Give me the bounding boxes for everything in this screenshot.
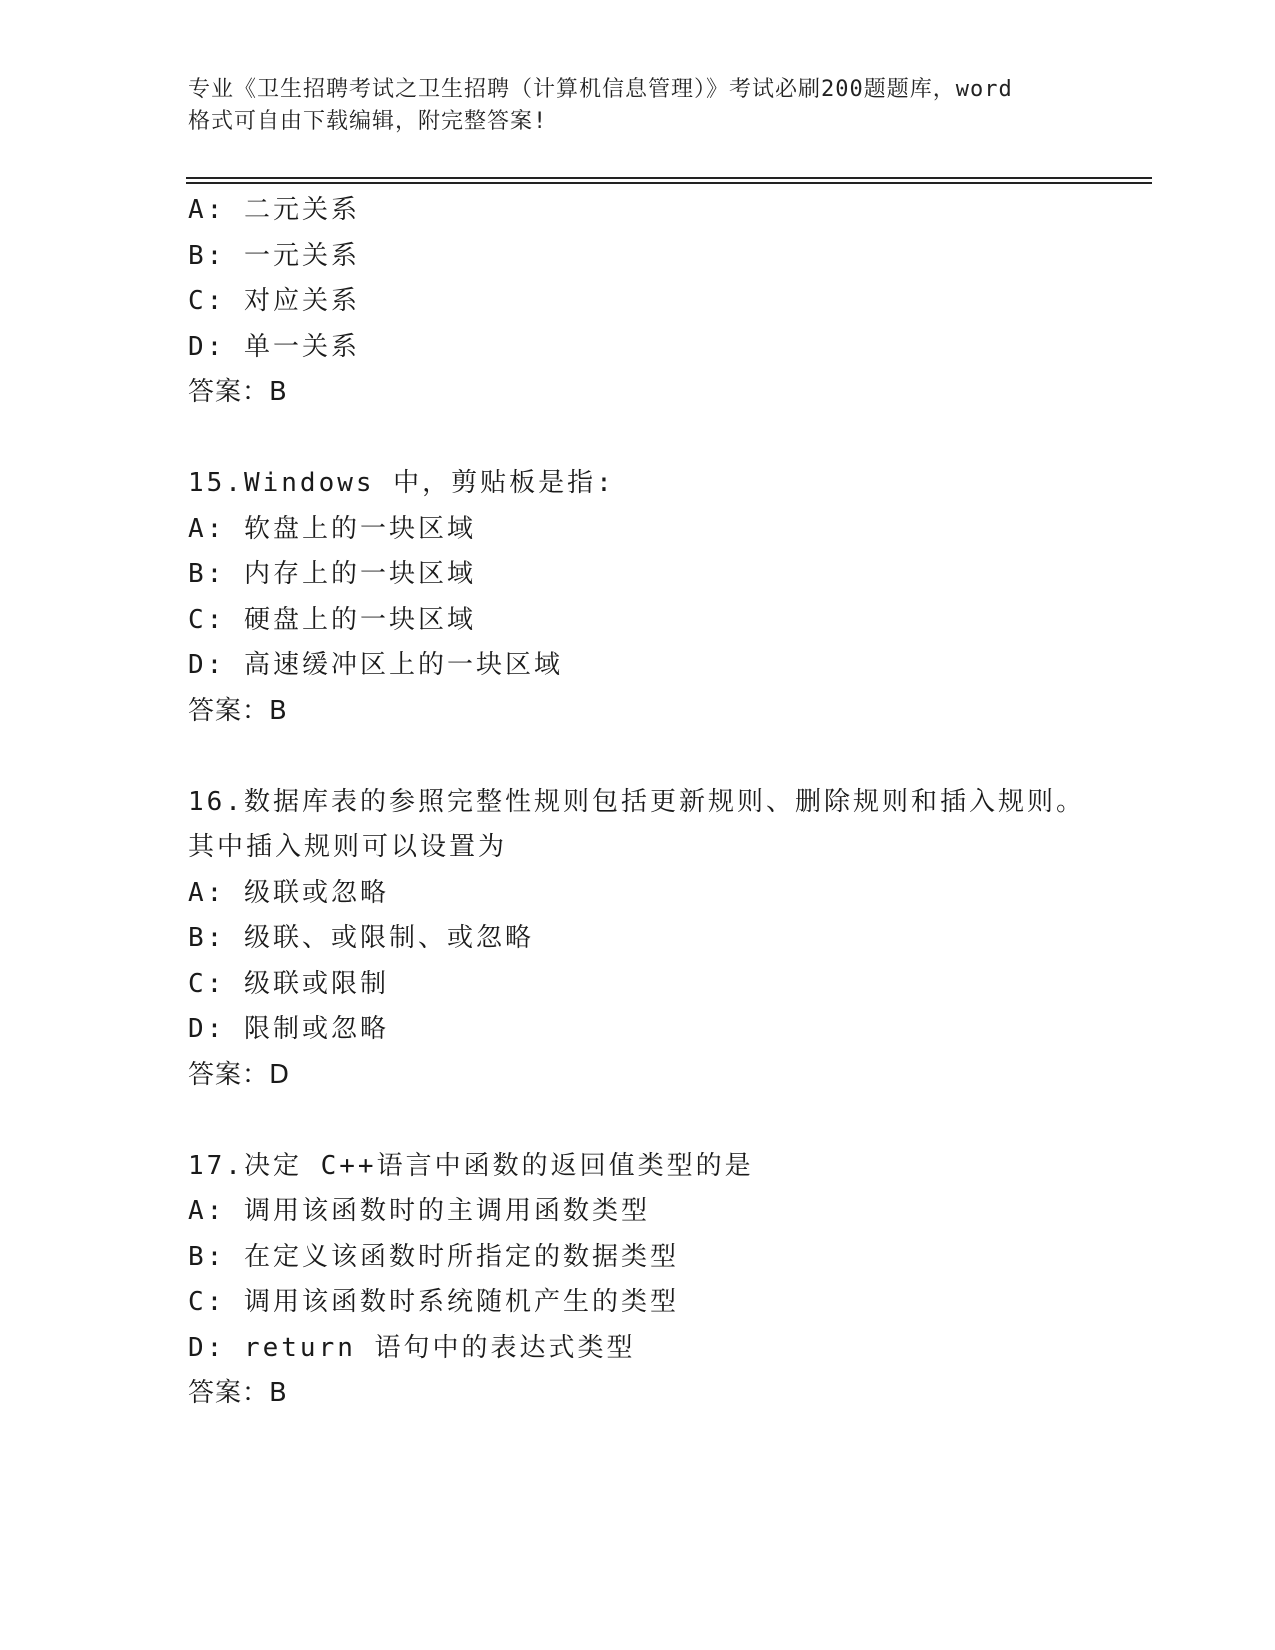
option-d: D: 单一关系 [188, 331, 360, 362]
option-b: B: 一元关系 [188, 240, 360, 271]
option-c: C: 级联或限制 [188, 968, 389, 999]
option-d: D: 限制或忽略 [188, 1014, 389, 1044]
option-c: C: 硬盘上的一块区域 [188, 604, 476, 635]
question-text: 15.Windows 中，剪贴板是指: [188, 468, 615, 498]
header-line-2: 格式可自由下载编辑，附完整答案! [188, 109, 548, 134]
question-block-17 [188, 1144, 1148, 1417]
answer: 答案：B [188, 695, 288, 726]
header-line-1: 专业《卫生招聘考试之卫生招聘（计算机信息管理）》考试必刷200题题库，word [188, 77, 1013, 102]
option-a: A: 级联或忽略 [188, 877, 389, 908]
answer: 答案：B [188, 377, 288, 407]
question-block-16 [188, 780, 1148, 1099]
answer: 答案：D [188, 1059, 291, 1090]
option-d: D: return 语句中的表达式类型 [188, 1332, 636, 1363]
answer: 答案：B [188, 1378, 288, 1408]
option-c: C: 调用该函数时系统随机产生的类型 [188, 1287, 679, 1317]
option-a: A: 软盘上的一块区域 [188, 513, 476, 544]
option-c: C: 对应关系 [188, 286, 360, 316]
option-a: A: 二元关系 [188, 195, 360, 225]
header-rule-bottom [186, 182, 1152, 184]
question-block-15 [188, 461, 1148, 734]
option-b: B: 内存上的一块区域 [188, 559, 476, 589]
option-d: D: 高速缓冲区上的一块区域 [188, 650, 563, 680]
document-body [188, 188, 1148, 1417]
question-block-14 [188, 188, 1148, 416]
document-header [188, 74, 1088, 138]
question-text-line-1: 16.数据库表的参照完整性规则包括更新规则、删除规则和插入规则。 [188, 786, 1085, 817]
question-text: 17.决定 C++语言中函数的返回值类型的是 [188, 1150, 754, 1181]
option-a: A: 调用该函数时的主调用函数类型 [188, 1196, 650, 1226]
header-rule-top [186, 177, 1152, 179]
question-text-line-2: 其中插入规则可以设置为 [188, 832, 508, 862]
option-b: B: 级联、或限制、或忽略 [188, 923, 534, 953]
option-b: B: 在定义该函数时所指定的数据类型 [188, 1241, 679, 1272]
